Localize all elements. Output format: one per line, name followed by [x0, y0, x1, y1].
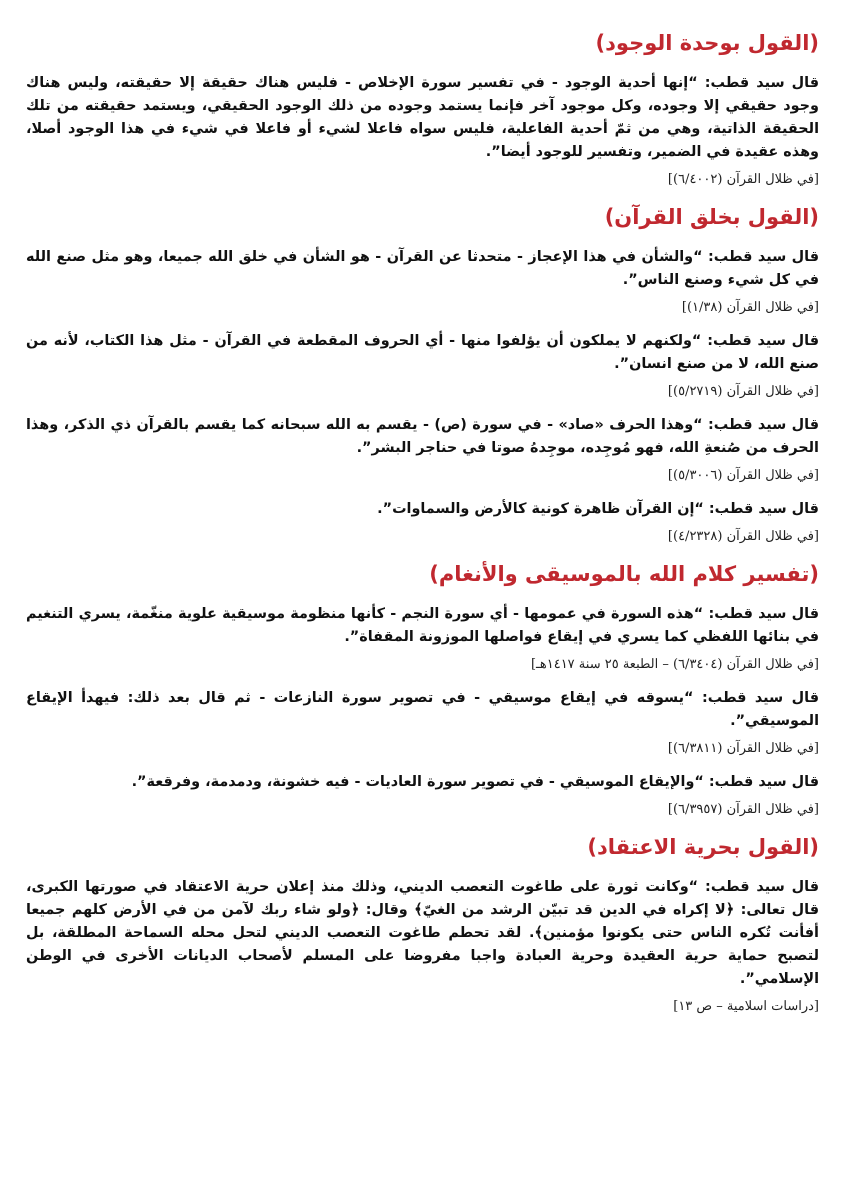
- quote-text: قال سيد قطب: “هذه السورة في عمومها - أي سورة النجم - كأنها منظومة موسيقية علوية منغّمة، يسري التنغيم في بنائها اللفظي كما يسري في إيقاع فواصلها الموزونة المقفاة”.: [26, 606, 819, 645]
- section-title: (القول بخلق القرآن): [604, 205, 819, 229]
- quote-text: قال سيد قطب: “إن القرآن ظاهرة كونية كالأرض والسماوات”.: [377, 501, 819, 517]
- section-khalq-al-quran: [26, 202, 819, 547]
- document-page: [26, 28, 819, 1029]
- quote-block: [26, 72, 819, 190]
- quote-block: [26, 246, 819, 318]
- quote-reference: [في ظلال القرآن (٦/٣٨١١)]: [667, 741, 819, 756]
- quote-reference: [في ظلال القرآن (٥/٣٠٠٦)]: [667, 468, 819, 483]
- quote-text: قال سيد قطب: “ولكنهم لا يملكون أن يؤلفوا منها - أي الحروف المقطعة في القرآن - مثل هذا الكتاب، لأنه من صنع الله، لا من صنع انسان”.: [26, 333, 819, 372]
- section-title: (القول بوحدة الوجود): [595, 31, 819, 55]
- quote-block: [26, 876, 819, 1017]
- quote-block: [26, 771, 819, 820]
- quote-block: [26, 414, 819, 486]
- quote-text: قال سيد قطب: “وكانت ثورة على طاغوت التعصب الديني، وذلك منذ إعلان حرية الاعتقاد في صورتها الكبرى، قال تعالى: ﴿لا إكراه في الدين قد تبيّن الرشد من الغيّ﴾ وقال: ﴿ولو شاء ربك لآمن من في الأرض كلهم جميعا أفأنت تُكره الناس حتى يكونوا مؤمنين﴾. لقد تحطم طاغوت التعصب الديني لتحل محله السماحة المطلقة، بل لتصبح حماية حرية العقيدة وحرية العبادة واجبا مفروضا على المسلم لأصحاب الديانات الأخرى في الوطن الإسلامي”.: [26, 879, 819, 987]
- section-title: (تفسير كلام الله بالموسيقى والأنغام): [429, 562, 819, 586]
- quote-text: قال سيد قطب: “إنها أحدية الوجود - في تفسير سورة الإخلاص - فليس هناك حقيقة إلا حقيقته، وليس هناك وجود حقيقي إلا وجوده، وكل موجود آخر فإنما يستمد وجوده من ذلك الوجود الحقيقي، ويستمد حقيقته من تلك الحقيقة الذاتية، وهي من ثمّ أحدية الفاعلية، فليس سواه فاعلا لشيء أو فاعلا في شيء في هذا الوجود أصلا، وهذه عقيدة في الضمير، وتفسير للوجود أيضا”.: [26, 75, 819, 160]
- quote-block: [26, 330, 819, 402]
- quote-text: قال سيد قطب: “يسوقه في إيقاع موسيقي - في تصوير سورة النازعات - ثم قال بعد ذلك: فيهدأ الإيقاع الموسيقي”.: [26, 690, 819, 729]
- quote-block: [26, 687, 819, 759]
- quote-reference: [في ظلال القرآن (٦/٤٠٠٢)]: [667, 172, 819, 187]
- quote-block: [26, 603, 819, 675]
- quote-reference: [في ظلال القرآن (٤/٢٣٢٨)]: [667, 529, 819, 544]
- quote-reference: [في ظلال القرآن (٦/٣٩٥٧)]: [667, 802, 819, 817]
- quote-reference: [دراسات اسلامية – ص ١٣]: [673, 999, 819, 1014]
- quote-reference: [في ظلال القرآن (٥/٢٧١٩)]: [667, 384, 819, 399]
- section-title: (القول بحرية الاعتقاد): [587, 835, 819, 859]
- quote-text: قال سيد قطب: “والإيقاع الموسيقي - في تصوير سورة العاديات - فيه خشونة، ودمدمة، وفرقعة”.: [131, 774, 819, 790]
- quote-block: [26, 498, 819, 547]
- section-freedom-of-belief: [26, 832, 819, 1017]
- quote-reference: [في ظلال القرآن (٦/٣٤٠٤) – الطبعة ٢٥ سنة ١٤١٧هـ]: [530, 657, 819, 672]
- quote-text: قال سيد قطب: “والشأن في هذا الإعجاز - متحدثا عن القرآن - هو الشأن في خلق الله جميعا، وهو مثل صنع الله في كل شيء وصنع الناس”.: [26, 249, 819, 288]
- quote-reference: [في ظلال القرآن (١/٣٨)]: [681, 300, 819, 315]
- section-wahdat-al-wujud: [26, 28, 819, 190]
- quote-text: قال سيد قطب: “وهذا الحرف «صاد» - في سورة (ص) - يقسم به الله سبحانه كما يقسم بالقرآن ذي الذكر، وهذا الحرف من صُنعةِ الله، فهو مُوجِده، موجِدهُ صوتا في حناجر البشر”.: [26, 417, 819, 456]
- section-music-interpretation: [26, 559, 819, 820]
